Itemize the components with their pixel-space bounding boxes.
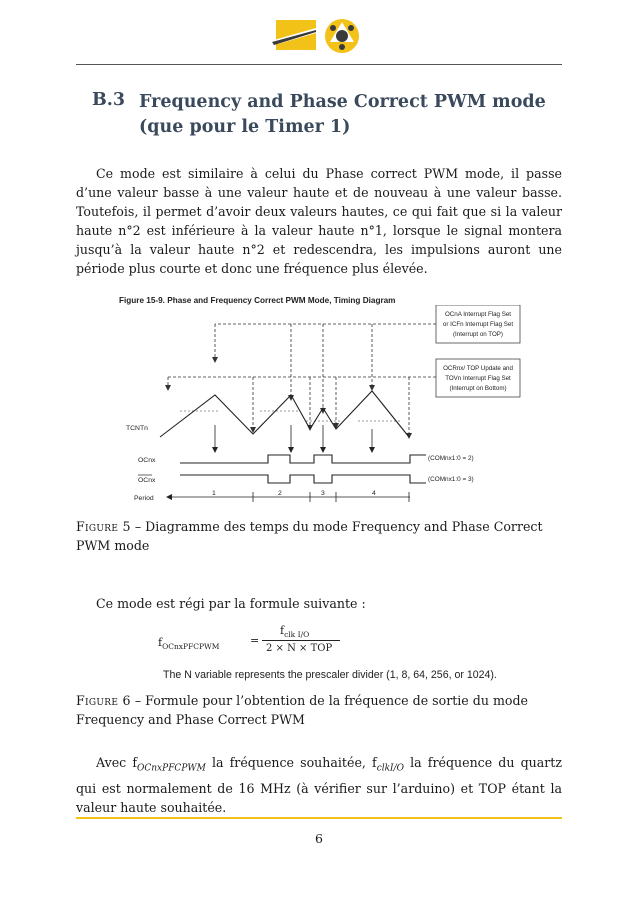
- tcnt-label: TCNTn: [126, 425, 148, 432]
- header-logo: [272, 14, 368, 56]
- period-3: 3: [321, 490, 325, 497]
- closing-part3: la fréquence du quartz qui est normalement de 16 MHz (à vérifier sur l’arduino) et TOP étant la valeur haute souhaitée.: [76, 755, 562, 815]
- formula-num-sub: clk I/O: [284, 630, 310, 640]
- figure-title: Figure 15-9. Phase and Frequency Correct PWM Mode, Timing Diagram: [119, 296, 396, 305]
- interrupt-leaders: [168, 324, 436, 433]
- formula: [158, 624, 358, 660]
- formula-denominator: 2 × N × TOP: [266, 643, 333, 654]
- compare-levels: [180, 411, 400, 421]
- figure6-caption-prefix: Figure 6: [76, 693, 131, 708]
- timing-diagram: [110, 305, 530, 505]
- header-rule: [76, 64, 562, 65]
- period-label: Period: [134, 495, 154, 502]
- formula-num-f: f: [280, 624, 285, 637]
- com-3-label: (COMnx1:0 = 3): [428, 476, 474, 483]
- figure5-caption: [76, 517, 562, 555]
- bottom-flag-line1: OCRnx/ TOP Update and: [443, 365, 513, 372]
- formula-intro: [76, 594, 562, 613]
- edge-markers: [215, 425, 372, 450]
- figure6-caption: [76, 691, 562, 729]
- formula-lhs-sub: OCnxPFCPWM: [162, 642, 220, 652]
- formula-intro-text: Ce mode est régi par la formule suivante :: [96, 596, 366, 611]
- com-2-label: (COMnx1:0 = 2): [428, 455, 474, 462]
- ocnx-bar-waveform: [180, 475, 426, 483]
- bottom-flag-line2: TOVn Interrupt Flag Set: [445, 375, 511, 382]
- closing-paragraph: [76, 753, 562, 817]
- footer-rule: [76, 817, 562, 819]
- intro-text: Ce mode est similaire à celui du Phase correct PWM mode, il passe d’une valeur basse à une valeur haute et de nouveau à une valeur basse. Toutefois, il permet d’avoir deux valeurs hautes, ce qui fait que si la valeur haute n°2 est inférieure à la valeur haute n°1, lorsque le signal montera jusqu’à la valeur haute n°2 et redescendra, les impulsions auront une période plus courte et donc une fréquence plus élevée.: [76, 166, 562, 276]
- top-flag-line2: or ICFn Interrupt Flag Set: [442, 321, 514, 328]
- edge-marker-arrows: [212, 447, 375, 453]
- closing-part2: la fréquence souhaitée, f: [205, 755, 377, 770]
- formula-lhs-f: f: [158, 636, 163, 649]
- period-arrow: [166, 494, 172, 500]
- period-1: 1: [212, 490, 216, 497]
- top-flag-line3: (Interrupt on TOP): [453, 331, 503, 338]
- section-title: Frequency and Phase Correct PWM mode (que pour le Timer 1): [139, 92, 546, 137]
- section-number: B.3: [92, 90, 126, 110]
- period-4: 4: [372, 490, 376, 497]
- formula-numerator: [280, 624, 309, 639]
- ocnx-bar-label: OCnx: [138, 477, 156, 484]
- ocnx-label: OCnx: [138, 457, 156, 464]
- formula-fraction-bar: [262, 640, 340, 641]
- figure5-caption-prefix: Figure 5: [76, 519, 131, 534]
- page-number: 6: [315, 831, 323, 846]
- closing-sub1: OCnxPFCPWM: [137, 763, 206, 774]
- formula-lhs: [158, 636, 219, 651]
- figure6-caption-text: – Formule pour l’obtention de la fréquence de sortie du mode Frequency and Phase Correct PWM: [76, 693, 528, 727]
- period-2: 2: [278, 490, 282, 497]
- figure5-caption-text: – Diagramme des temps du mode Frequency and Phase Correct PWM mode: [76, 519, 543, 553]
- bottom-flag-line3: (Interrupt on Bottom): [449, 385, 507, 392]
- closing-part1: Avec f: [96, 755, 137, 770]
- formula-equals: =: [250, 634, 260, 647]
- closing-sub2: clkI/O: [376, 763, 405, 774]
- intro-paragraph: [76, 164, 562, 278]
- top-flag-line1: OCnA Interrupt Flag Set: [444, 311, 512, 318]
- formula-note: The N variable represents the prescaler divider (1, 8, 64, 256, or 1024).: [163, 669, 497, 681]
- ocnx-waveform: [180, 455, 426, 463]
